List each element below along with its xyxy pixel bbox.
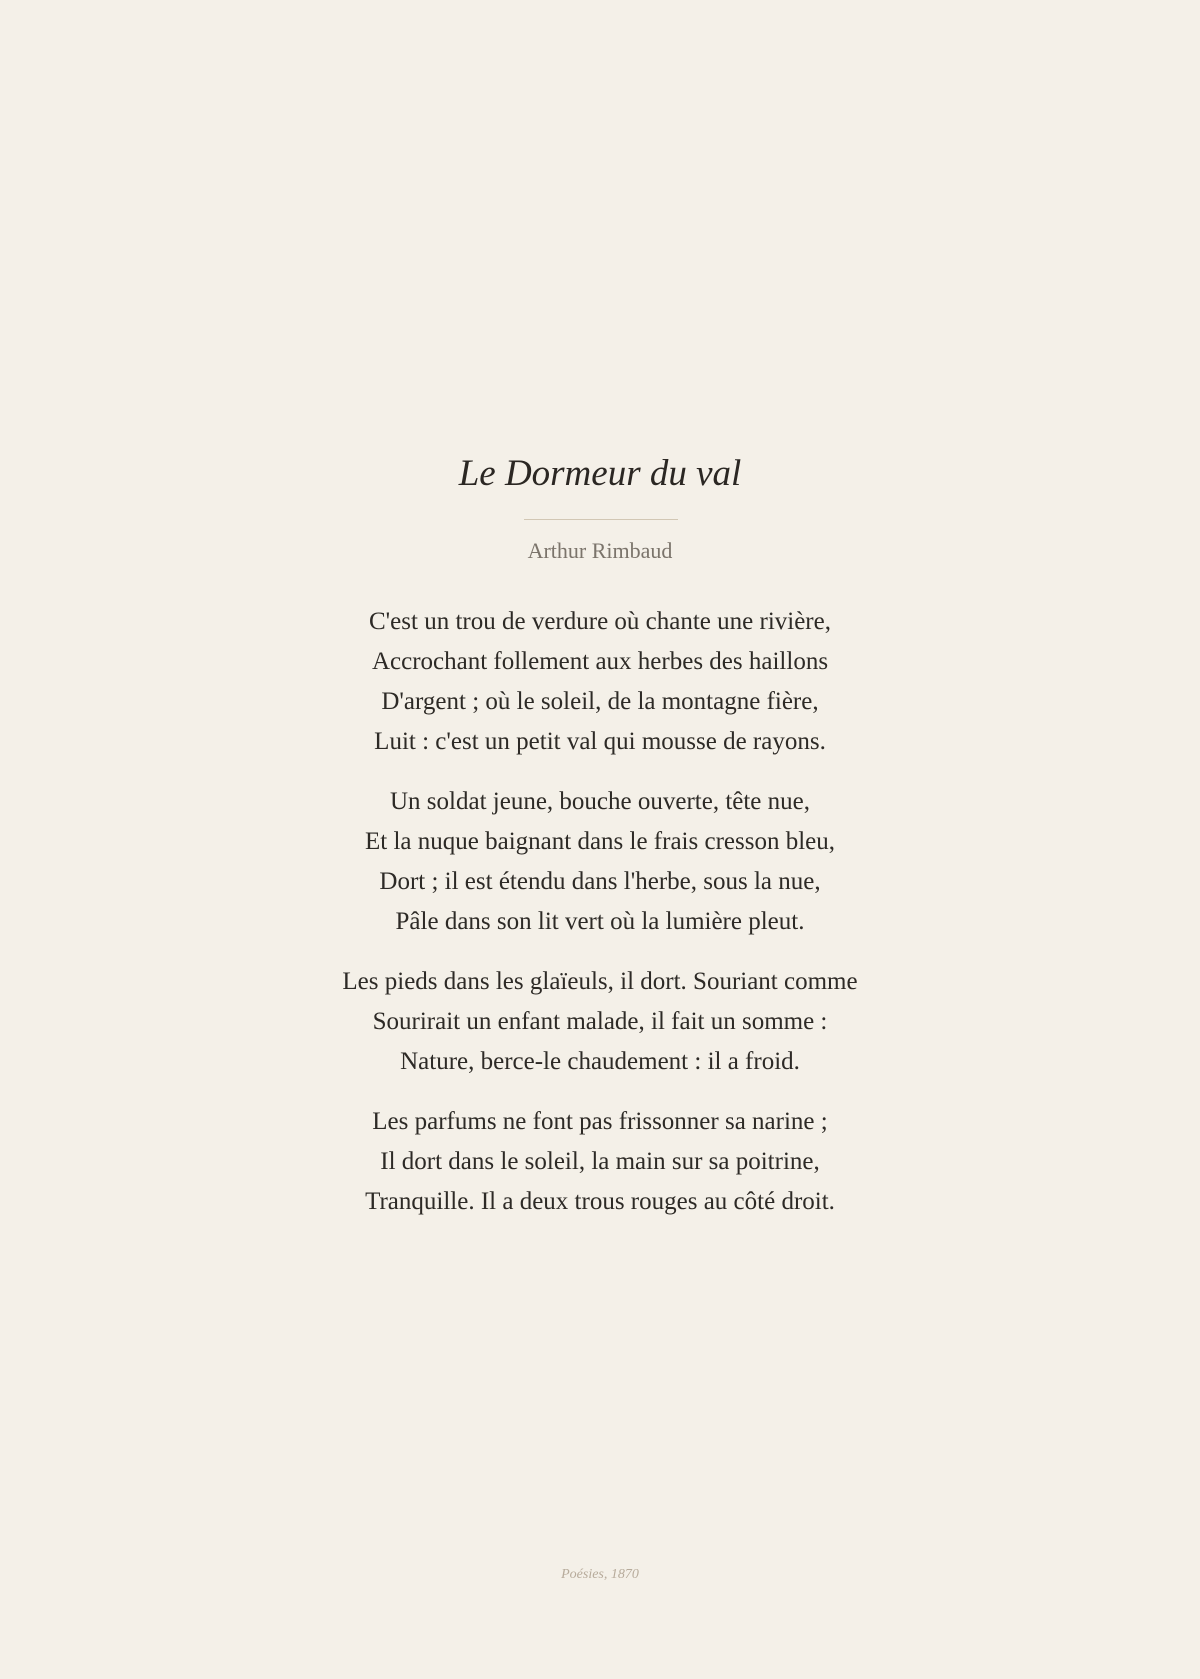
verse-line: Luit : c'est un petit val qui mousse de rayons. <box>374 728 826 755</box>
verse-line: Tranquille. Il a deux trous rouges au côté droit. <box>365 1188 835 1215</box>
verse-line: D'argent ; où le soleil, de la montagne fière, <box>381 688 819 715</box>
verse-line: Les parfums ne font pas frissonner sa narine ; <box>372 1108 828 1135</box>
source-footer: Poésies, 1870 <box>561 1567 639 1582</box>
verse-line: Les pieds dans les glaïeuls, il dort. Souriant comme <box>342 968 858 995</box>
stanza-4 <box>0 1102 1200 1222</box>
verse-line: Sourirait un enfant malade, il fait un somme : <box>372 1008 828 1035</box>
stanza-1 <box>0 602 1200 762</box>
stanza-2 <box>0 782 1200 942</box>
verse-line: Et la nuque baignant dans le frais cresson bleu, <box>365 828 835 855</box>
verse-line: Accrochant follement aux herbes des haillons <box>371 648 829 675</box>
verse-line: C'est un trou de verdure où chante une rivière, <box>369 608 831 635</box>
stanza-3 <box>0 962 1200 1082</box>
verse-line: Dort ; il est étendu dans l'herbe, sous la nue, <box>379 868 821 895</box>
poem-author: Arthur Rimbaud <box>527 538 673 563</box>
title-divider <box>524 519 678 520</box>
verse-line: Il dort dans le soleil, la main sur sa poitrine, <box>380 1148 820 1175</box>
poem-title: Le Dormeur du val <box>458 453 742 494</box>
verse-line: Nature, berce-le chaudement : il a froid. <box>400 1048 800 1075</box>
verse-line: Un soldat jeune, bouche ouverte, tête nue, <box>390 788 810 815</box>
poem-body <box>0 602 1200 1242</box>
verse-line: Pâle dans son lit vert où la lumière pleut. <box>395 908 805 935</box>
